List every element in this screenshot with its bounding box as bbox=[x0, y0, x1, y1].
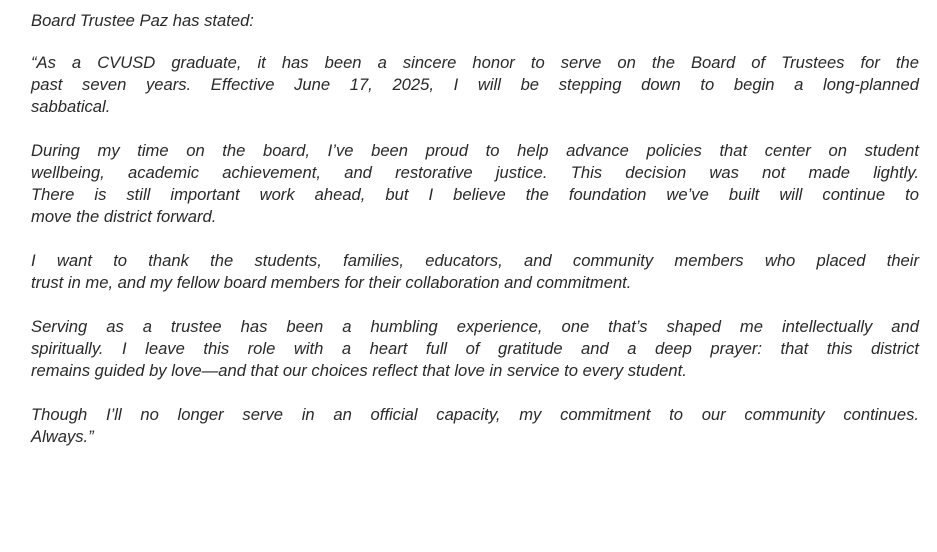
paragraph-line: “As a CVUSD graduate, it has been a sincere honor to serve on the Board of Trustees for the bbox=[31, 53, 919, 72]
paragraph-line: trust in me, and my fellow board members for their collaboration and commitment. bbox=[31, 273, 632, 292]
paragraph-line: Serving as a trustee has been a humbling experience, one that’s shaped me intellectually and bbox=[31, 317, 919, 336]
paragraph-line: past seven years. Effective June 17, 2025, I will be stepping down to begin a long-planned bbox=[31, 75, 919, 94]
paragraph-line: sabbatical. bbox=[31, 97, 111, 116]
statement-intro: Board Trustee Paz has stated: bbox=[31, 11, 254, 30]
statement-paragraph-4 bbox=[31, 316, 919, 382]
paragraph-line: Always.” bbox=[31, 427, 94, 446]
paragraph-line: spiritually. I leave this role with a heart full of gratitude and a deep prayer: that this district bbox=[31, 339, 919, 358]
paragraph-line: remains guided by love—and that our choices reflect that love in service to every student. bbox=[31, 361, 687, 380]
statement-document bbox=[31, 10, 919, 448]
paragraph-line: Though I’ll no longer serve in an official capacity, my commitment to our community continues. bbox=[31, 405, 919, 424]
statement-paragraph-5 bbox=[31, 404, 919, 448]
paragraph-line: There is still important work ahead, but I believe the foundation we’ve built will continue to bbox=[31, 185, 919, 204]
paragraph-line: move the district forward. bbox=[31, 207, 217, 226]
statement-paragraph-3 bbox=[31, 250, 919, 294]
statement-paragraph-2 bbox=[31, 140, 919, 228]
statement-paragraph-1 bbox=[31, 52, 919, 118]
paragraph-line: I want to thank the students, families, educators, and community members who placed their bbox=[31, 251, 919, 270]
paragraph-line: wellbeing, academic achievement, and restorative justice. This decision was not made lightly. bbox=[31, 163, 919, 182]
paragraph-line: During my time on the board, I’ve been proud to help advance policies that center on student bbox=[31, 141, 919, 160]
